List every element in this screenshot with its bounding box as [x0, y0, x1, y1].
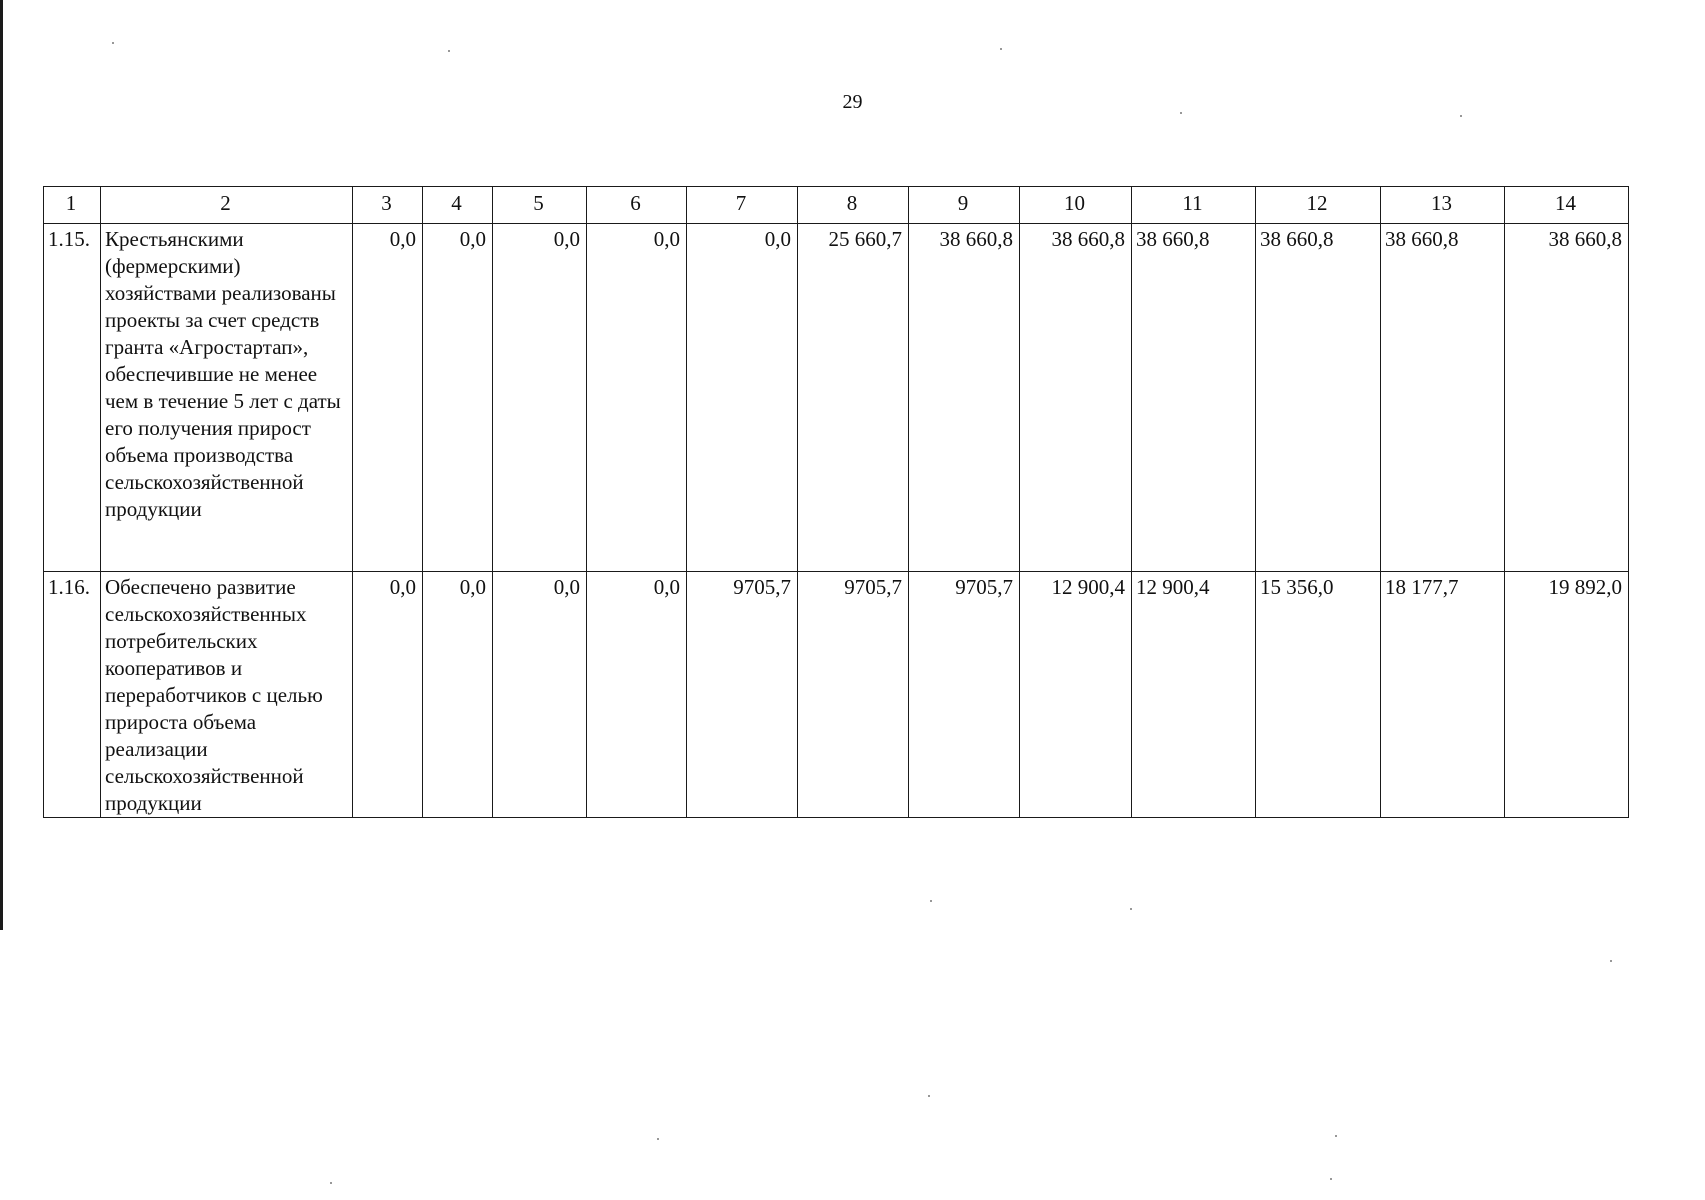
header-cell: 14 — [1505, 187, 1629, 224]
value-cell: 38 660,8 — [1020, 224, 1132, 572]
data-table — [43, 186, 1629, 818]
value-cell: 0,0 — [587, 224, 687, 572]
value-cell: 12 900,4 — [1020, 572, 1132, 818]
scan-speck — [330, 1182, 332, 1184]
scan-speck — [1330, 1178, 1332, 1180]
scan-speck — [657, 1138, 659, 1140]
value-cell: 38 660,8 — [909, 224, 1020, 572]
header-cell: 12 — [1256, 187, 1381, 224]
page-left-edge — [0, 0, 3, 930]
value-cell: 0,0 — [493, 572, 587, 818]
value-cell: 38 660,8 — [1256, 224, 1381, 572]
scan-speck — [928, 1095, 930, 1097]
value-cell: 9705,7 — [687, 572, 798, 818]
value-cell: 25 660,7 — [798, 224, 909, 572]
scan-speck — [1130, 908, 1132, 910]
scan-speck — [1000, 48, 1002, 50]
header-cell: 6 — [587, 187, 687, 224]
value-cell: 38 660,8 — [1381, 224, 1505, 572]
header-cell: 9 — [909, 187, 1020, 224]
page-number: 29 — [842, 91, 863, 113]
table-row — [44, 224, 1629, 572]
header-row — [44, 187, 1629, 224]
header-cell: 10 — [1020, 187, 1132, 224]
header-cell: 7 — [687, 187, 798, 224]
scan-speck — [112, 42, 114, 44]
value-cell: 0,0 — [353, 572, 423, 818]
value-cell: 18 177,7 — [1381, 572, 1505, 818]
value-cell: 0,0 — [423, 224, 493, 572]
value-cell: 0,0 — [687, 224, 798, 572]
value-cell: 0,0 — [493, 224, 587, 572]
value-cell: 38 660,8 — [1132, 224, 1256, 572]
header-cell: 11 — [1132, 187, 1256, 224]
value-cell: 15 356,0 — [1256, 572, 1381, 818]
header-cell: 13 — [1381, 187, 1505, 224]
value-cell: 0,0 — [423, 572, 493, 818]
scan-speck — [1180, 112, 1182, 114]
scan-speck — [930, 900, 932, 902]
scan-speck — [1335, 1135, 1337, 1137]
row-description: Обеспечено развитие сельскохозяйственных потребительских кооперативов и переработчиков с целью прироста объема реализации сельскохозяйственной продукции — [101, 572, 353, 818]
value-cell: 12 900,4 — [1132, 572, 1256, 818]
value-cell: 19 892,0 — [1505, 572, 1629, 818]
header-cell: 4 — [423, 187, 493, 224]
header-cell: 1 — [44, 187, 101, 224]
table-row — [44, 572, 1629, 818]
header-cell: 5 — [493, 187, 587, 224]
scan-speck — [448, 50, 450, 52]
header-cell: 2 — [101, 187, 353, 224]
header-cell: 3 — [353, 187, 423, 224]
row-description: Крестьянскими (фермерскими) хозяйствами реализованы проекты за счет средств гранта «Агростартап», обеспечившие не менее чем в течение 5 лет с даты его получения прирост объема производства сельскохозяйственной продукции — [101, 224, 353, 572]
header-cell: 8 — [798, 187, 909, 224]
value-cell: 0,0 — [353, 224, 423, 572]
row-number: 1.15. — [44, 224, 101, 572]
scan-speck — [1610, 960, 1612, 962]
value-cell: 9705,7 — [798, 572, 909, 818]
row-number: 1.16. — [44, 572, 101, 818]
value-cell: 9705,7 — [909, 572, 1020, 818]
value-cell: 38 660,8 — [1505, 224, 1629, 572]
value-cell: 0,0 — [587, 572, 687, 818]
scan-speck — [1460, 115, 1462, 117]
